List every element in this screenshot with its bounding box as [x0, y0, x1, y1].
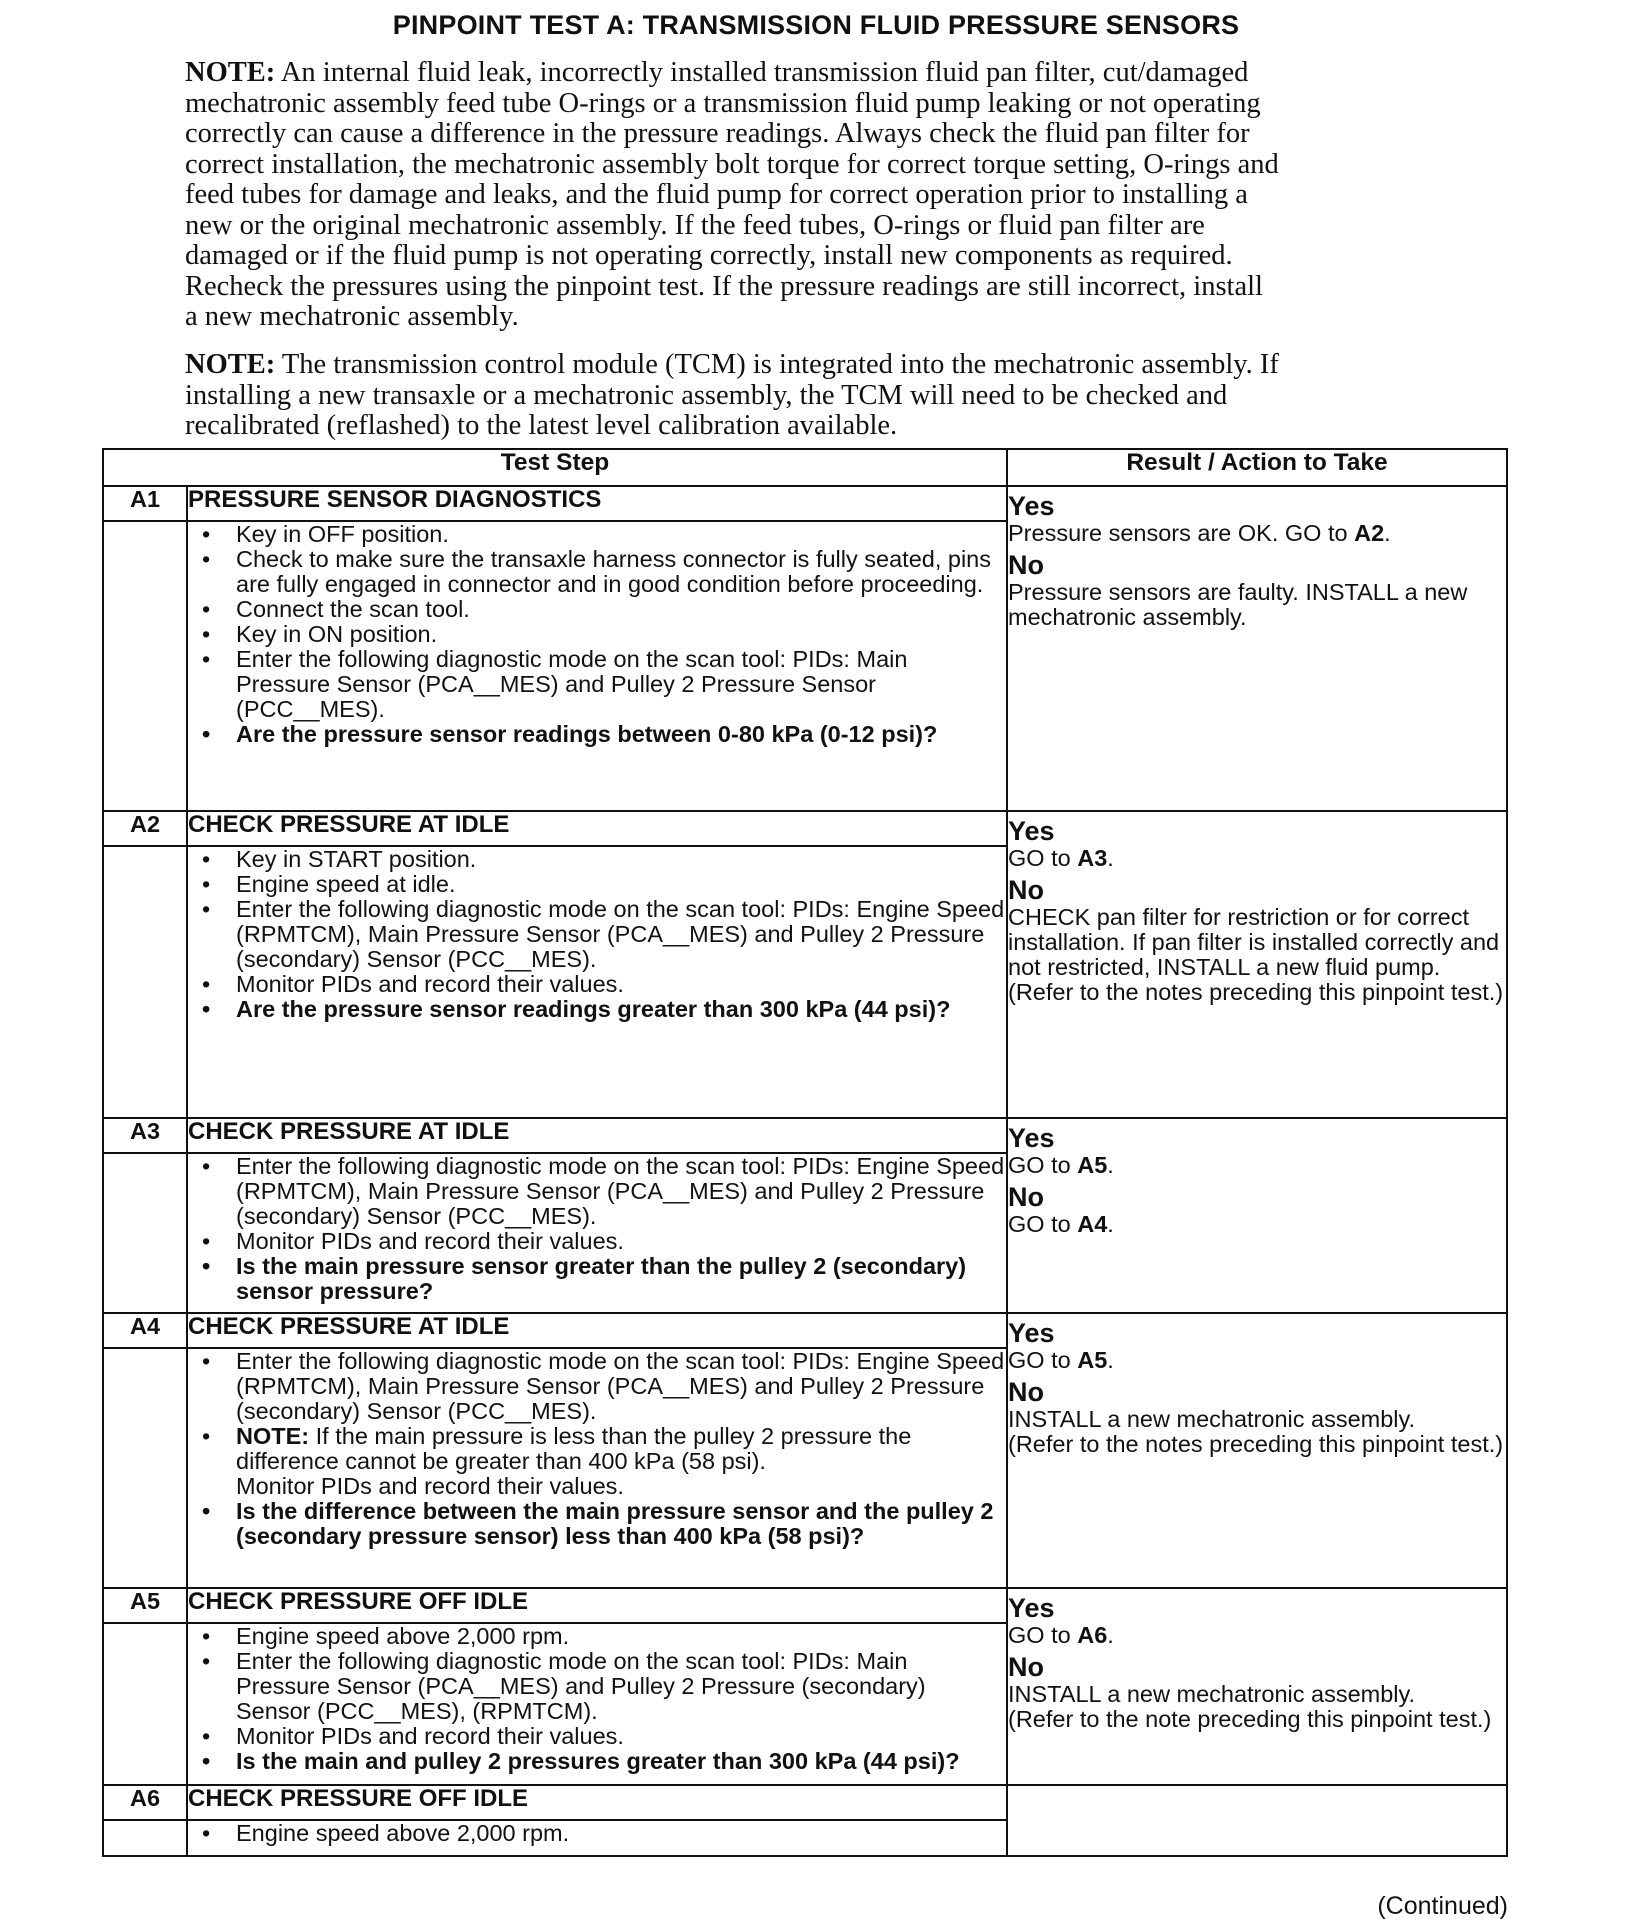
step-id-spacer	[103, 1153, 187, 1313]
note-line	[185, 211, 1425, 242]
header-result-action: Result / Action to Take	[1007, 449, 1507, 486]
bullet-icon: •	[202, 971, 211, 997]
result-yes-label: Yes	[1008, 1593, 1055, 1623]
step-question	[188, 722, 1006, 747]
note-line	[185, 350, 1425, 381]
bullet-icon: •	[202, 546, 211, 572]
result-text-after: .	[1107, 1622, 1114, 1648]
result-text-part: INSTALL a new mechatronic assembly.	[1008, 1406, 1416, 1432]
step-id: A5	[103, 1588, 187, 1623]
step-question	[188, 997, 1006, 1022]
list-item	[188, 872, 1006, 897]
bullet-icon: •	[202, 521, 211, 547]
item-text: Are the pressure sensor readings greater than 300 kPa (44 psi)?	[236, 996, 951, 1022]
item-text: Monitor PIDs and record their values.	[236, 971, 624, 997]
result-text	[1008, 905, 1506, 980]
result-text	[1008, 1707, 1506, 1732]
bullet-icon: •	[202, 721, 211, 747]
bullet-icon: •	[202, 1153, 211, 1179]
step-id-spacer	[103, 1348, 187, 1588]
result-text-part: (Refer to the note preceding this pinpoint test.)	[1008, 1706, 1492, 1732]
step-id: A4	[103, 1313, 187, 1348]
bullet-icon: •	[202, 871, 211, 897]
list-item	[188, 547, 1006, 597]
note-text: recalibrated (reflashed) to the latest level calibration available.	[185, 410, 898, 441]
step-title-row	[103, 1313, 1507, 1348]
result-text-after: .	[1107, 1152, 1114, 1178]
result-step-ref: A6	[1077, 1622, 1108, 1648]
step-result	[1007, 811, 1507, 1118]
item-text: Key in START position.	[236, 846, 477, 872]
list-item	[188, 1154, 1006, 1229]
note-line	[185, 302, 1425, 333]
note-text: a new mechatronic assembly.	[185, 301, 519, 332]
list-item	[188, 1424, 1006, 1474]
pinpoint-test-table	[102, 448, 1508, 1857]
result-text-after: .	[1107, 845, 1114, 871]
result-text	[1008, 1432, 1506, 1457]
step-name: CHECK PRESSURE AT IDLE	[187, 1118, 1007, 1153]
note-line	[185, 241, 1425, 272]
step-id-spacer	[103, 521, 187, 811]
item-text: Engine speed at idle.	[236, 871, 456, 897]
step-instructions	[187, 846, 1007, 1118]
result-text-part: GO to	[1008, 1622, 1078, 1648]
note-line	[185, 381, 1425, 412]
note-text: mechatronic assembly feed tube O-rings or a transmission fluid pump leaking or not operating	[185, 87, 1261, 119]
step-instruction-list	[188, 847, 1006, 1022]
step-name: CHECK PRESSURE OFF IDLE	[187, 1785, 1007, 1820]
result-text-after: .	[1107, 1211, 1114, 1237]
result-yes-label: Yes	[1008, 491, 1055, 521]
item-text: Are the pressure sensor readings between 0-80 kPa (0-12 psi)?	[236, 721, 938, 747]
result-no-label: No	[1008, 1182, 1044, 1212]
note-label: NOTE:	[185, 349, 276, 380]
list-item	[188, 597, 1006, 622]
bullet-icon: •	[202, 596, 211, 622]
result-text	[1008, 1212, 1506, 1237]
result-text-part: GO to	[1008, 845, 1078, 871]
step-question	[188, 1499, 1006, 1549]
result-step-ref: A5	[1077, 1347, 1108, 1373]
bullet-icon: •	[202, 896, 211, 922]
result-text-part: CHECK pan filter for restriction or for correct installation. If pan filter is installed correctly and not restricted, INSTALL a new fluid pump.	[1008, 904, 1500, 980]
item-text: Enter the following diagnostic mode on the scan tool: PIDs: Main Pressure Sensor (PCA__MES) and Pulley 2 Pressure (secondary) Sensor (PCC__MES), (RPMTCM).	[236, 1648, 926, 1724]
item-text: Check to make sure the transaxle harness connector is fully seated, pins are fully engaged in connector and in good condition before proceeding.	[236, 546, 991, 597]
note-text: An internal fluid leak, incorrectly installed transmission fluid pan filter, cut/damaged	[275, 57, 1249, 88]
note-label: NOTE:	[185, 57, 276, 88]
bullet-icon: •	[202, 846, 211, 872]
note-line	[185, 150, 1425, 181]
step-title-row	[103, 1588, 1507, 1623]
item-text: If the main pressure is less than the pulley 2 pressure the difference cannot be greater than 400 kPa (58 psi).	[236, 1423, 912, 1474]
step-question	[188, 1254, 1006, 1304]
step-instructions	[187, 1820, 1007, 1856]
step-name: CHECK PRESSURE AT IDLE	[187, 1313, 1007, 1348]
note-line	[185, 180, 1425, 211]
step-name: CHECK PRESSURE OFF IDLE	[187, 1588, 1007, 1623]
result-text-part: GO to	[1008, 1152, 1078, 1178]
list-item	[188, 1724, 1006, 1749]
note-text: correct installation, the mechatronic assembly bolt torque for correct torque setting, O-rings and	[185, 148, 1279, 180]
item-text: Key in ON position.	[236, 621, 438, 647]
result-text-after: .	[1107, 1347, 1114, 1373]
item-text: Engine speed above 2,000 rpm.	[236, 1623, 570, 1649]
list-item	[188, 847, 1006, 872]
list-item	[188, 1349, 1006, 1424]
bullet-icon: •	[202, 1820, 211, 1846]
continued-label: (Continued)	[1377, 1892, 1508, 1920]
item-text: Enter the following diagnostic mode on the scan tool: PIDs: Main Pressure Sensor (PCA__MES) and Pulley 2 Pressure Sensor (PCC__MES).	[236, 646, 908, 722]
result-text-after: .	[1384, 520, 1391, 546]
result-text	[1008, 980, 1506, 1005]
table-header-row	[103, 449, 1507, 486]
item-text: Is the main and pulley 2 pressures greater than 300 kPa (44 psi)?	[236, 1748, 960, 1774]
bullet-icon: •	[202, 621, 211, 647]
result-text-part: Pressure sensors are faulty. INSTALL a new mechatronic assembly.	[1008, 579, 1468, 630]
step-id: A2	[103, 811, 187, 846]
result-no-label: No	[1008, 1377, 1044, 1407]
list-item	[188, 1229, 1006, 1254]
note-text: Recheck the pressures using the pinpoint test. If the pressure readings are still incorrect, install	[185, 270, 1263, 302]
note-text: installing a new transaxle or a mechatronic assembly, the TCM will need to be checked and	[185, 379, 1228, 411]
step-title-row	[103, 1118, 1507, 1153]
list-item	[188, 1474, 1006, 1499]
item-text: Enter the following diagnostic mode on the scan tool: PIDs: Engine Speed (RPMTCM), Main Pressure Sensor (PCA__MES) and Pulley 2 Pressure (secondary) Sensor (PCC__MES).	[236, 1348, 1005, 1424]
list-item	[188, 647, 1006, 722]
list-item	[188, 522, 1006, 547]
step-result	[1007, 1588, 1507, 1785]
item-text: Key in OFF position.	[236, 521, 449, 547]
result-yes-label: Yes	[1008, 816, 1055, 846]
item-text: Connect the scan tool.	[236, 596, 470, 622]
note-fluid-leak	[185, 58, 1425, 333]
result-text-part: GO to	[1008, 1211, 1078, 1237]
step-name: PRESSURE SENSOR DIAGNOSTICS	[187, 486, 1007, 521]
item-text: Enter the following diagnostic mode on the scan tool: PIDs: Engine Speed (RPMTCM), Main Pressure Sensor (PCA__MES) and Pulley 2 Pressure (secondary) Sensor (PCC__MES).	[236, 1153, 1005, 1229]
step-result	[1007, 1313, 1507, 1588]
result-text	[1008, 846, 1506, 871]
step-instructions	[187, 1153, 1007, 1313]
bullet-icon: •	[202, 1498, 211, 1524]
step-result	[1007, 1118, 1507, 1313]
result-text	[1008, 521, 1506, 546]
result-text	[1008, 1348, 1506, 1373]
item-text: Is the difference between the main pressure sensor and the pulley 2 (secondary pressure sensor) less than 400 kPa (58 psi)?	[236, 1498, 994, 1549]
result-text	[1008, 1407, 1506, 1432]
result-no-label: No	[1008, 1652, 1044, 1682]
step-result	[1007, 486, 1507, 811]
note-text: new or the original mechatronic assembly. If the feed tubes, O-rings or fluid pan filter are	[185, 209, 1205, 241]
result-text-part: INSTALL a new mechatronic assembly.	[1008, 1681, 1416, 1707]
result-no-label: No	[1008, 550, 1044, 580]
list-item	[188, 972, 1006, 997]
item-text: Enter the following diagnostic mode on the scan tool: PIDs: Engine Speed (RPMTCM), Main Pressure Sensor (PCA__MES) and Pulley 2 Pressure (secondary) Sensor (PCC__MES).	[236, 896, 1005, 972]
result-text	[1008, 1153, 1506, 1178]
note-text: correctly can cause a difference in the pressure readings. Always check the fluid pan filter for	[185, 118, 1250, 149]
item-text: Is the main pressure sensor greater than the pulley 2 (secondary) sensor pressure?	[236, 1253, 967, 1304]
inline-note-label: NOTE:	[236, 1423, 310, 1449]
bullet-icon: •	[202, 646, 211, 672]
step-id: A1	[103, 486, 187, 521]
result-step-ref: A4	[1077, 1211, 1108, 1237]
result-text	[1008, 580, 1506, 630]
step-id: A3	[103, 1118, 187, 1153]
result-text-part: (Refer to the notes preceding this pinpoint test.)	[1008, 1431, 1504, 1457]
step-instruction-list	[188, 522, 1006, 747]
bullet-icon: •	[202, 1423, 211, 1449]
step-name: CHECK PRESSURE AT IDLE	[187, 811, 1007, 846]
bullet-icon: •	[202, 996, 211, 1022]
note-line	[185, 272, 1425, 303]
note-text: damaged or if the fluid pump is not operating correctly, install new components as required.	[185, 240, 1233, 271]
note-line	[185, 411, 1425, 442]
step-id-spacer	[103, 846, 187, 1118]
step-instructions	[187, 1348, 1007, 1588]
step-question	[188, 1749, 1006, 1774]
note-text: feed tubes for damage and leaks, and the fluid pump for correct operation prior to installing a	[185, 179, 1248, 210]
step-instruction-list	[188, 1624, 1006, 1774]
result-step-ref: A5	[1077, 1152, 1108, 1178]
bullet-icon: •	[202, 1623, 211, 1649]
result-step-ref: A2	[1354, 520, 1385, 546]
bullet-icon: •	[202, 1723, 211, 1749]
note-line	[185, 89, 1425, 120]
item-text: Monitor PIDs and record their values.	[236, 1723, 624, 1749]
result-step-ref: A3	[1077, 845, 1108, 871]
step-instruction-list	[188, 1821, 1006, 1846]
list-item	[188, 1649, 1006, 1724]
bullet-icon: •	[202, 1253, 211, 1279]
list-item	[188, 1821, 1006, 1846]
note-line	[185, 119, 1425, 150]
item-text: Monitor PIDs and record their values.	[236, 1228, 624, 1254]
note-line	[185, 58, 1425, 89]
bullet-icon: •	[202, 1648, 211, 1674]
bullet-icon: •	[202, 1748, 211, 1774]
step-title-row	[103, 811, 1507, 846]
list-item	[188, 622, 1006, 647]
step-id-spacer	[103, 1820, 187, 1856]
result-text-part: Pressure sensors are OK. GO to	[1008, 520, 1355, 546]
header-test-step: Test Step	[103, 449, 1007, 486]
result-yes-label: Yes	[1008, 1318, 1055, 1348]
result-text	[1008, 1623, 1506, 1648]
result-text	[1008, 1682, 1506, 1707]
page-title: PINPOINT TEST A: TRANSMISSION FLUID PRESSURE SENSORS	[392, 10, 1240, 40]
list-item	[188, 897, 1006, 972]
result-no-label: No	[1008, 875, 1044, 905]
item-text: Engine speed above 2,000 rpm.	[236, 1820, 570, 1846]
bullet-icon: •	[202, 1228, 211, 1254]
step-id: A6	[103, 1785, 187, 1820]
note-text: The transmission control module (TCM) is integrated into the mechatronic assembly. If	[275, 349, 1279, 380]
step-instruction-list	[188, 1154, 1006, 1304]
bullet-icon: •	[202, 1348, 211, 1374]
step-result	[1007, 1785, 1507, 1856]
note-tcm	[185, 350, 1425, 442]
step-id-spacer	[103, 1623, 187, 1785]
step-title-row	[103, 486, 1507, 521]
step-instructions	[187, 1623, 1007, 1785]
step-instruction-list	[188, 1349, 1006, 1549]
step-instructions	[187, 521, 1007, 811]
item-text: Monitor PIDs and record their values.	[236, 1473, 624, 1499]
step-title-row	[103, 1785, 1507, 1820]
result-yes-label: Yes	[1008, 1123, 1055, 1153]
result-text-part: GO to	[1008, 1347, 1078, 1373]
result-text-part: (Refer to the notes preceding this pinpoint test.)	[1008, 979, 1504, 1005]
list-item	[188, 1624, 1006, 1649]
